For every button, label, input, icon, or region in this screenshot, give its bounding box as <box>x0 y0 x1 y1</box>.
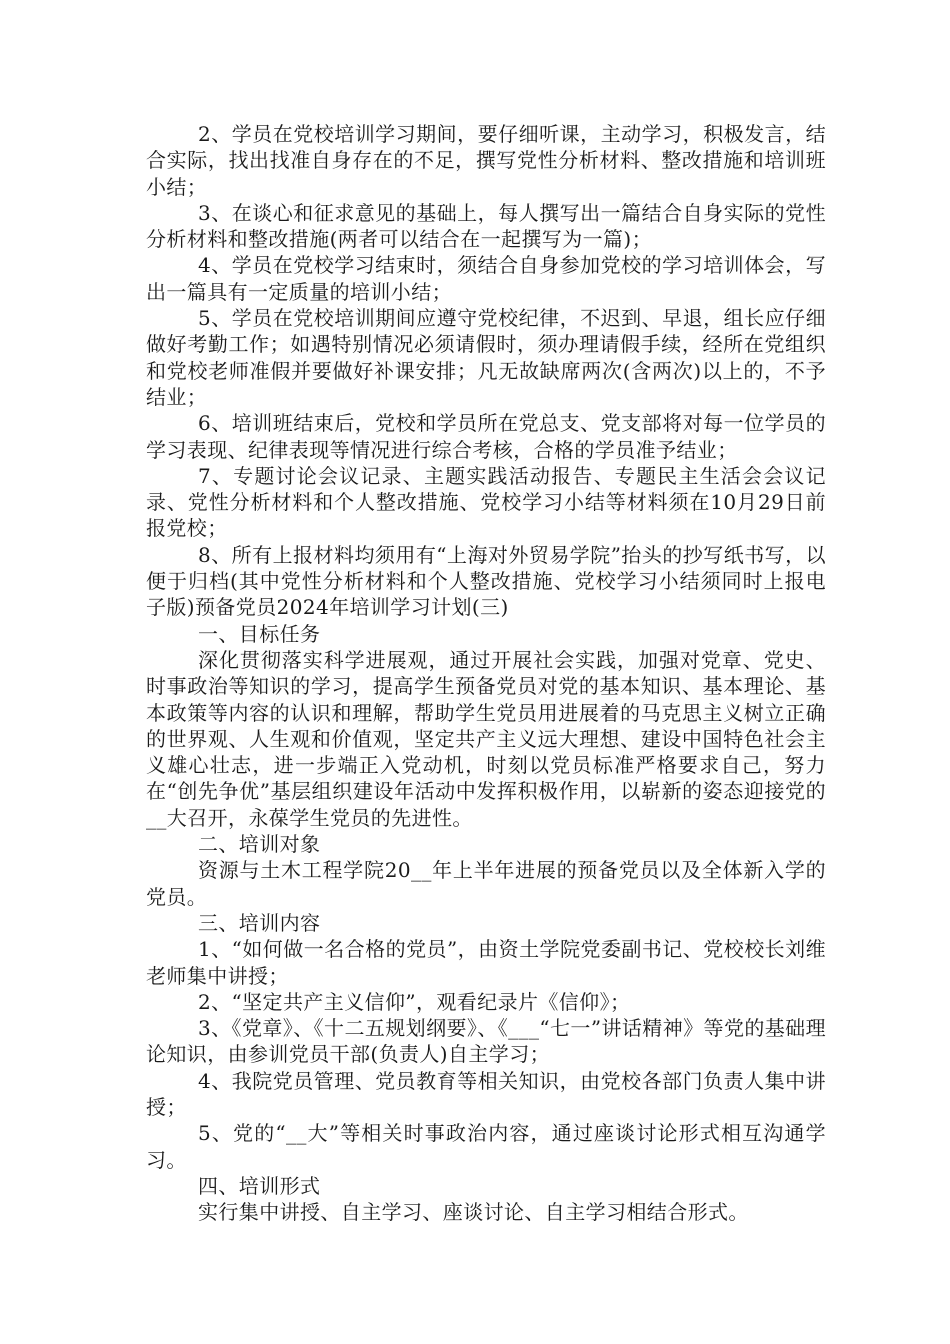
paragraph-content-4: 4、我院党员管理、党员教育等相关知识，由党校各部门负责人集中讲授； <box>146 1068 826 1119</box>
paragraph-requirement-2: 2、学员在党校培训学习期间，要仔细听课，主动学习，积极发言，结合实际，找出找准自身存在的不足，撰写党性分析材料、整改措施和培训班小结； <box>146 122 826 199</box>
paragraph-content-3: 3、《党章》、《十二五规划纲要》、《___“七一”讲话精神》等党的基础理论知识，由参训党员干部(负责人)自主学习； <box>146 1016 826 1067</box>
paragraph-requirement-3: 3、在谈心和征求意见的基础上，每人撰写出一篇结合自身实际的党性分析材料和整改措施(两者可以结合在一起撰写为一篇)； <box>146 200 826 252</box>
paragraph-content-2: 2、“坚定共产主义信仰”，观看纪录片《信仰》； <box>198 989 631 1014</box>
paragraph-content-5: 5、党的“__大”等相关时事政治内容，通过座谈讨论形式相互沟通学习。 <box>146 1121 826 1172</box>
paragraph-requirement-5: 5、学员在党校培训期间应遵守党校纪律，不迟到、早退，组长应仔细做好考勤工作；如遇特别情况必须请假时，须办理请假手续，经所在党组织和党校老师准假并要做好补课安排；凡无故缺席两次(含两次)以上的，不予结业； <box>146 306 826 409</box>
paragraph-requirement-4: 4、学员在党校学习结束时，须结合自身参加党校的学习培训体会，写出一篇具有一定质量的培训小结； <box>146 253 826 304</box>
document-body <box>146 121 826 1225</box>
paragraph-content-1: 1、“如何做一名合格的党员”，由资土学院党委副书记、党校校长刘维老师集中讲授； <box>146 937 826 988</box>
paragraph-audience: 资源与土木工程学院20__年上半年进展的预备党员以及全体新入学的党员。 <box>146 858 826 909</box>
paragraph-requirement-8: 8、所有上报材料均须用有“上海对外贸易学院”抬头的抄写纸书写，以便于归档(其中党性分析材料和个人整改措施、党校学习小结须同时上报电子版)预备党员2024年培训学习计划(三) <box>146 542 826 620</box>
section-heading-audience: 二、培训对象 <box>198 832 321 857</box>
paragraph-requirement-7: 7、专题讨论会议记录、主题实践活动报告、专题民主生活会会议记录、党性分析材料和个人整改措施、党校学习小结等材料须在10月29日前报党校； <box>146 463 826 541</box>
section-heading-format: 四、培训形式 <box>198 1173 321 1198</box>
section-heading-goals: 一、目标任务 <box>198 621 321 646</box>
paragraph-format: 实行集中讲授、自主学习、座谈讨论、自主学习相结合形式。 <box>198 1200 749 1225</box>
paragraph-goals: 深化贯彻落实科学进展观，通过开展社会实践，加强对党章、党史、时事政治等知识的学习，提高学生预备党员对党的基本知识、基本理论、基本政策等内容的认识和理解，帮助学生党员用进展着的马克思主义树立正确的世界观、人生观和价值观，坚定共产主义远大理想、建设中国特色社会主义雄心壮志，进一步端正入党动机，时刻以党员标准严格要求自己，努力在“创先争优”基层组织建设年活动中发挥积极作用，以崭新的姿态迎接党的__大召开，永葆学生党员的先进性。 <box>146 647 826 830</box>
paragraph-requirement-6: 6、培训班结束后，党校和学员所在党总支、党支部将对每一位学员的学习表现、纪律表现等情况进行综合考核，合格的学员准予结业； <box>146 411 826 462</box>
section-heading-content: 三、培训内容 <box>198 910 321 935</box>
